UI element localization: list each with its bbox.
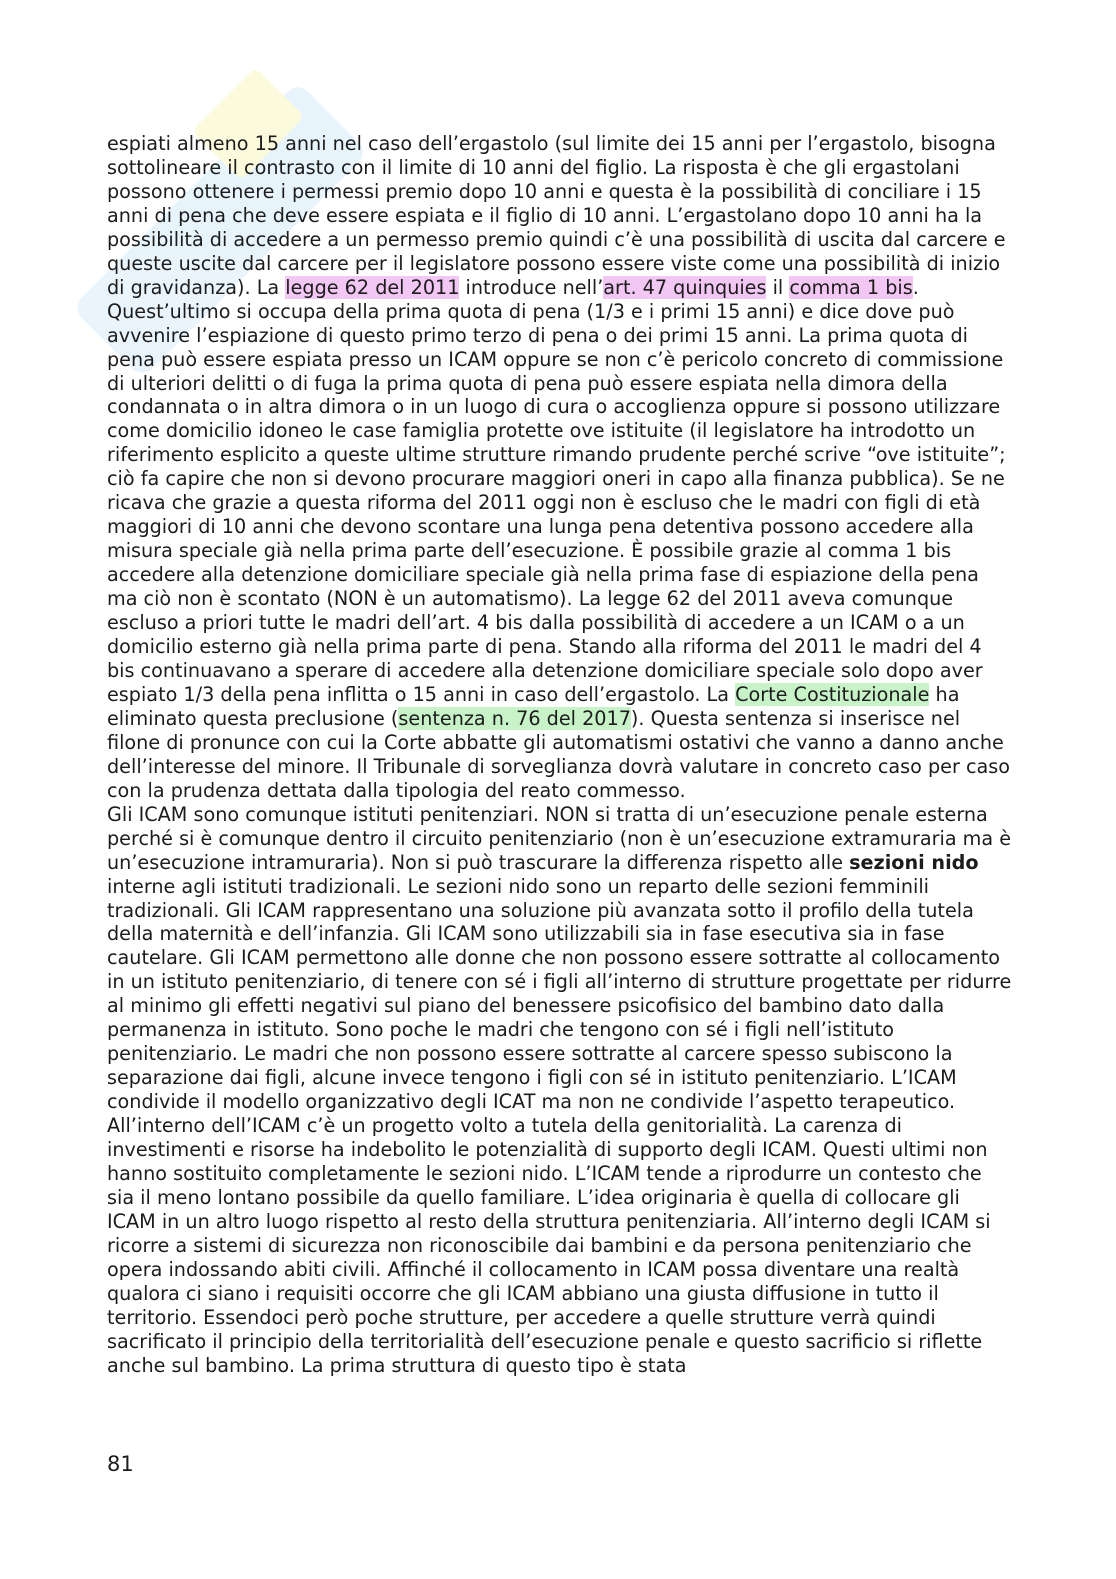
highlight-green: Corte Costituzionale: [735, 682, 930, 706]
text-run: . Quest’ultimo si occupa della prima quota di pena (1/3 e i primi 15 anni) e dice dove può avvenire l’espiazione di questo primo terzo di pena o dei primi 15 anni. La prima quota di pena può essere espiata presso un ICAM oppure se non c’è pericolo concreto di commissione di ulteriori delitti o di fuga la prima quota di pena può essere espiata nella dimora della condannata o in altra dimora o in un luogo di cura o accoglienza oppure si possono utilizzare come domicilio idoneo le case famiglia protette ove istituite (il legislatore ha introdotto un riferimento esplicito a queste ultime strutture rimando prudente perché scrive “ove istituite”; ciò fa capire che non si devono procurare maggiori oneri in capo alla finanza pubblica). Se ne ricava che grazie a questa riforma del 2011 oggi non è escluso che le madri con figli di età maggiori di 10 anni che devono scontare una lunga pena detentiva possono accedere alla misura speciale già nella prima parte dell’esecuzione. È possibile grazie al comma 1 bis accedere alla detenzione domiciliare speciale già nella prima fase di espiazione della pena ma ciò non è scontato (NON è un automatismo). La legge 62 del 2011 aveva comunque escluso a priori tutte le madri dell’art. 4 bis dalla possibilità di accedere a un ICAM o a un domicilio esterno già nella prima parte di pena. Stando alla riforma del 2011 le madri del 4 bis continuavano a sperare di accedere alla detenzione domiciliare speciale solo dopo aver espiato 1/3 della pena inflitta o 15 anni in caso dell’ergastolo. La: [107, 275, 1006, 706]
highlight-green: sentenza n. 76 del 2017: [398, 706, 631, 730]
text-run: interne agli istituti tradizionali. Le sezioni nido sono un reparto delle sezioni femminili tradizionali. Gli ICAM rappresentano una soluzione più avanzata sotto il profilo della tutela della maternità e dell’infanzia. Gli ICAM sono utilizzabili sia in fase esecutiva sia in fase cautelare. Gli ICAM permettono alle donne che non possono essere sottratte al collocamento in un istituto penitenziario, di tenere con sé i figli all’interno di strutture progettate per ridurre al minimo gli effetti negativi sul piano del benessere psicofisico del bambino dato dalla permanenza in istituto. Sono poche le madri che tengono con sé i figli nell’istituto penitenziario. Le madri che non possono essere sottratte al carcere spesso subiscono la separazione dai figli, alcune invece tengono i figli con sé in istituto penitenziario. L’ICAM condivide il modello organizzativo degli ICAT ma non ne condivide l’aspetto terapeutico. All’interno dell’ICAM c’è un progetto volto a tutela della genitorialità. La carenza di investimenti e risorse ha indebolito le potenzialità di supporto degli ICAM. Questi ultimi non hanno sostituito completamente le sezioni nido. L’ICAM tende a riprodurre un contesto che sia il meno lontano possibile da quello familiare. L’idea originaria è quella di collocare gli ICAM in un altro luogo rispetto al resto della struttura penitenziaria. All’interno degli ICAM si ricorre a sistemi di sicurezza non riconoscibile dai bambini e da persona penitenziario che opera indossando abiti civili. Affinché il collocamento in ICAM possa diventare una realtà qualora ci siano i requisiti occorre che gli ICAM abbiano una giusta diffusione in tutto il territorio. Essendoci però poche strutture, per accedere a quelle strutture verrà quindi sacrificato il principio della territorialità dell’esecuzione penale e questo sacrificio si riflette anche sul bambino. La prima struttura di questo tipo è stata: [107, 874, 1012, 1377]
document-body: [107, 132, 1012, 1378]
paragraph: [107, 803, 1012, 1378]
highlight-pink: comma 1 bis: [789, 275, 913, 299]
page-number: 81: [107, 1452, 134, 1476]
text-run: espiati almeno 15 anni nel caso dell’ergastolo (sul limite dei 15 anni per l’ergastolo, bisogna sottolineare il contrasto con il limite di 10 anni del figlio. La risposta è che gli ergastolani possono ottenere i permessi premio dopo 10 anni e questa è la possibilità di conciliare i 15 anni di pena che deve essere espiata e il figlio di 10 anni. L’ergastolano dopo 10 anni ha la possibilità di accedere a un permesso premio quindi c’è una possibilità di uscita dal carcere e queste uscite dal carcere per il legislatore possono essere viste come una possibilità di inizio di gravidanza). La: [107, 132, 1006, 299]
text-run: Gli ICAM sono comunque istituti penitenziari. NON si tratta di un’esecuzione penale esterna perché si è comunque dentro il circuito penitenziario (non è un’esecuzione extramuraria ma è un’esecuzione intramuraria). Non si può trascurare la differenza rispetto alle: [107, 802, 1012, 874]
text-run: introduce nell’: [459, 275, 604, 299]
text-run: ha eliminato questa preclusione (: [107, 682, 960, 730]
highlight-pink: art. 47 quinquies: [603, 275, 767, 299]
text-run: il: [766, 275, 790, 299]
highlight-pink: legge 62 del 2011: [285, 275, 460, 299]
paragraph: [107, 132, 1012, 803]
text-run: ). Questa sentenza si inserisce nel filone di pronunce con cui la Corte abbatte gli automatismi ostativi che vanno a danno anche dell’interesse del minore. Il Tribunale di sorveglianza dovrà valutare in concreto caso per caso con la prudenza dettata dalla tipologia del reato commesso.: [107, 706, 1010, 802]
bold-term: sezioni nido: [849, 850, 979, 874]
